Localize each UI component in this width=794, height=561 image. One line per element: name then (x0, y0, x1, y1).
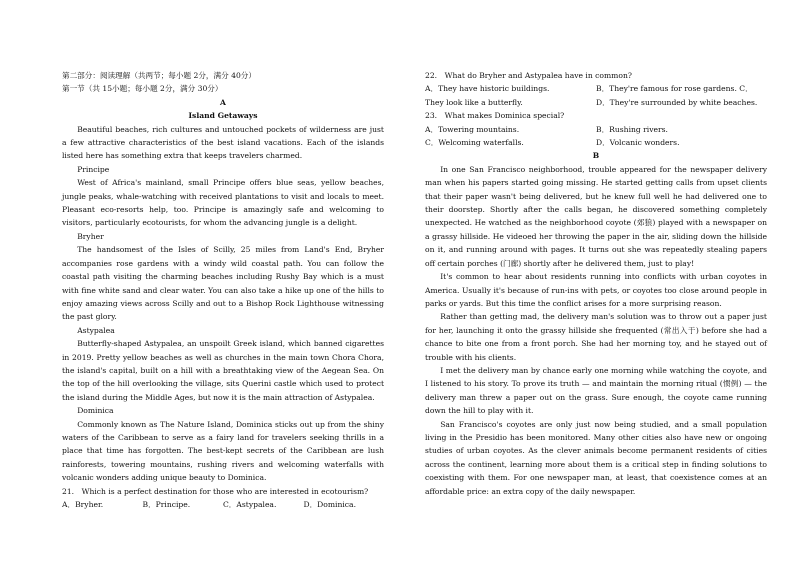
q21-option-b: B．Principe. (142, 500, 191, 509)
q21-option-a: A．Bryher. (62, 500, 104, 509)
q22-option-d: D．They're surrounded by white beaches. (596, 97, 758, 107)
q21-option-c: C．Astypalea. (223, 500, 277, 509)
q22-option-a: A．They have historic buildings. (425, 84, 550, 94)
island-text-bryher: The handsomest of the Isles of Scilly, 25 miles from Land's End, Bryher accompanies rose gardens with a windy wild coastal path. You can follow the coastal path visiting the charming beaches including Rushy Bay which is a must with fine white sand and clear water. You can also take a hike up one of the hills to enjoy amazing views across Scilly and out to a Bishop Rock Lighthouse witnessing the past glory. (62, 245, 384, 322)
passage-b-paragraph-1: In one San Francisco neighborhood, trouble appeared for the newspaper delivery man when his papers started going missing. He started getting calls from upset clients that their paper wasn't being delivered, but he knew full well he had delivered one to their doorstep. Shortly after the calls began, he discovered something completely unexpected. He watched as the neighborhood coyote (郊狼) played with a newspaper on a grassy hillside. He videoed her throwing the paper in the air, sliding down the hillside on it, and running around with pages. It turns out she was repeatedly stealing papers off certain porches (门廊) shortly after he delivered them, just to play! (425, 164, 767, 268)
question-22-options-row2 (425, 96, 767, 109)
question-23-options-row1 (425, 123, 767, 136)
island-text-dominica: Commonly known as The Nature Island, Dominica sticks out up from the shiny waters of the Caribbean to serve as a fairy land for travelers seeking thrills in a place that time has forgotten. The best-kept secrets of the Caribbean are lush rainforests, towering mountains, rushing rivers and welcoming waterfalls with volcanic wonders adding unique beauty to Dominica. (62, 419, 384, 483)
passage-b-paragraph-2: It's common to hear about residents running into conflicts with urban coyotes in America. Usually it's because of run-ins with pets, or coyotes too close around people in parks or yards. But this time the conflict arises for a more surprising reason. (425, 272, 767, 308)
question-21: 21. Which is a perfect destination for those who are interested in ecotourism? (62, 486, 369, 496)
q23-option-a: A．Towering mountains. (425, 124, 520, 134)
island-name-bryher: Bryher (77, 231, 104, 241)
left-column (62, 69, 384, 511)
passage-a-intro: Beautiful beaches, rich cultures and untouched pockets of wilderness are just a few attractive characteristics of the best island vacations. Each of the islands listed here has something extra that keeps travelers charmed. (62, 124, 384, 161)
island-name-principe: Principe (77, 164, 110, 174)
question-21-options (62, 498, 384, 511)
right-column (425, 69, 767, 498)
passage-b-paragraph-4: I met the delivery man by chance early one morning while watching the coyote, and I listened to his story. To prove its truth — and maintain the morning ritual (惯例) — the delivery man threw a paper out on the grass. Sure enough, the coyote came running down the hill to play with it. (425, 365, 767, 416)
island-name-astypalea: Astypalea (77, 325, 115, 335)
q23-option-c: C．Welcoming waterfalls. (425, 138, 524, 148)
passage-a-title: Island Getaways (188, 111, 258, 121)
island-text-astypalea: Butterfly-shaped Astypalea, an unspoilt Greek island, which banned cigarettes in 2019. Pretty yellow beaches as well as churches in the main town Chora Chora, the island's capital, built on a hill with a breathtaking view of the Aegean Sea. On the top of the hill overlooking the village, sits Querini castle which used to protect the island during the Middle Ages, but now it is the main attraction of Astypalea. (62, 339, 384, 402)
section-title: 第二部分：阅读理解（共两节；每小题 2分，满分 40分） (62, 71, 256, 80)
q22-option-c: They look like a butterfly. (425, 97, 523, 107)
passage-b-paragraph-5: San Francisco's coyotes are only just now being studied, and a small population living in the Presidio has been monitored. Many other cities also have new or ongoing studies of urban coyotes. As the clever animals become permanent residents of cities across the continent, learning more about them is a critical step in finding solutions to coexisting with them. For one newspaper man, at least, that coexistence comes at an affordable price: an extra copy of the daily newspaper. (425, 419, 767, 496)
q21-option-d: D．Dominica. (303, 500, 356, 509)
question-23: 23. What makes Dominica special? (425, 111, 565, 121)
passage-b-letter: B (592, 151, 600, 161)
question-23-options-row2 (425, 136, 767, 149)
island-text-principe: West of Africa's mainland, small Principe offers blue seas, yellow beaches, jungle peaks, whale-watching with received plantations to visit and locals to meet. Pleasant eco-resorts help, too. Principe is amazingly safe and welcoming to visitors, particularly ecotourists, for whom the advancing jungle is a delight. (62, 178, 384, 228)
passage-a-letter: A (220, 97, 226, 107)
island-name-dominica: Dominica (77, 406, 114, 416)
q23-option-d: D．Volcanic wonders. (596, 138, 680, 148)
question-22: 22. What do Bryher and Astypalea have in common? (425, 71, 632, 80)
section-subtitle: 第一节（共 15小题；每小题 2分，满分 30分） (62, 84, 223, 94)
passage-b-paragraph-3: Rather than getting mad, the delivery man's solution was to throw out a paper just for her, launching it onto the grassy hillside she frequented (常出入于) before she had a chance to bite one from a front porch. She had her morning toy, and he stayed out of trouble with his clients. (425, 312, 767, 362)
q22-option-b: B．They're famous for rose gardens. C． (596, 84, 753, 94)
q23-option-b: B．Rushing rivers. (596, 124, 668, 134)
question-22-options-row1 (425, 82, 767, 95)
